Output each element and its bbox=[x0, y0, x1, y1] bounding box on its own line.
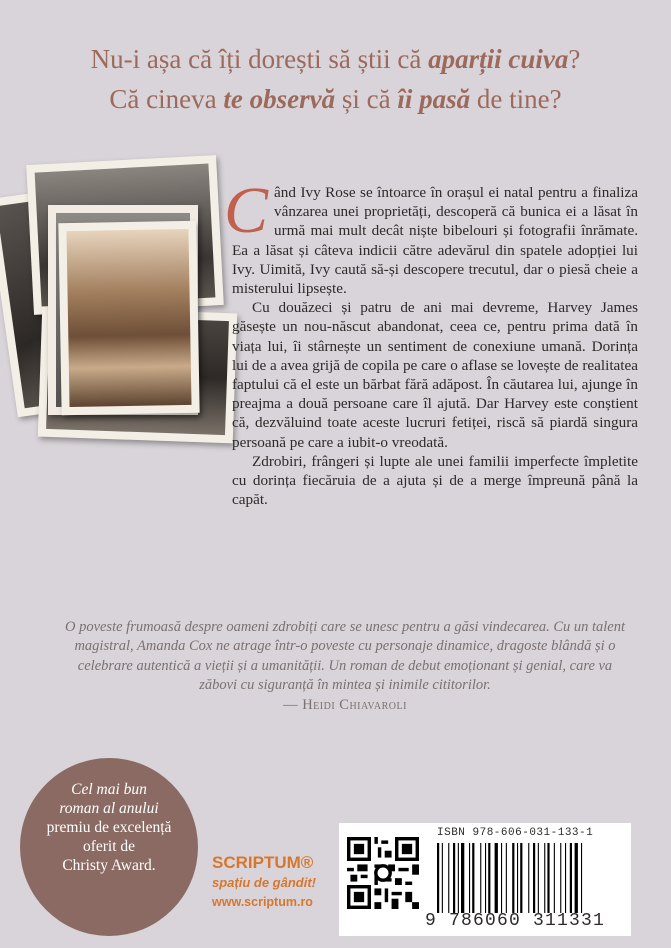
quote-author: — Heidi Chiavaroli bbox=[283, 696, 407, 713]
tagline-line-2 bbox=[0, 80, 671, 118]
tagline-text: de tine? bbox=[470, 84, 562, 114]
vintage-photos-illustration bbox=[0, 150, 250, 480]
tagline-emphasis: te observă bbox=[223, 84, 336, 114]
synopsis-paragraph bbox=[224, 174, 638, 298]
synopsis-text: ând Ivy Rose se întoarce în orașul ei natal pentru a finaliza vânzarea unei proprietăți, descoperă că bunica ei a lăsat în urmă mai mult decât niște bibelouri și fotografii înrămate. Ea a lăsat și câteva indicii către adevărul din spatele adopției lui Ivy. Uimită, Ivy caută să-și descopere trecutul, dar o piesă cheie a misterului lipsește. bbox=[232, 184, 638, 298]
tagline-line-1 bbox=[0, 40, 671, 78]
tagline-text: Nu-i așa că îți dorești să știi că bbox=[90, 44, 429, 74]
publisher-slogan: spațiu de gândit! bbox=[212, 875, 316, 890]
photo-front-sepia-road bbox=[58, 221, 199, 415]
badge-line: roman al anului bbox=[59, 800, 159, 817]
publisher-website: www.scriptum.ro bbox=[212, 895, 313, 909]
tagline-emphasis: îi pasă bbox=[397, 84, 471, 114]
tagline-emphasis: aparții cuiva bbox=[428, 44, 569, 74]
isbn-label: ISBN 978-606-031-133-1 bbox=[437, 827, 594, 839]
dropcap: C bbox=[224, 174, 269, 247]
endorsement-quote bbox=[60, 618, 630, 715]
synopsis bbox=[224, 174, 638, 509]
tagline-text: ? bbox=[568, 44, 581, 74]
tagline-text: Că cineva bbox=[109, 84, 224, 114]
award-badge bbox=[20, 758, 198, 936]
badge-line: oferit de bbox=[82, 838, 136, 855]
barcode-digits: 9 786060 311331 bbox=[425, 911, 606, 931]
barcode-panel bbox=[339, 823, 631, 936]
badge-line: premiu de excelență bbox=[46, 819, 172, 836]
publisher-name: SCRIPTUM® bbox=[212, 853, 314, 872]
synopsis-paragraph: Cu douăzeci și patru de ani mai devreme, Harvey James găsește un nou-născut abandonat, ceea ce, pentru prima dată în viața lui, îi stârnește un sentiment de conexiune umană. Dorința lui de a avea grijă de copila pe care o aflase se lovește de realitatea faptului că el este un bărbat fără adăpost. În căutarea lui, ajunge în preajma a două persoane care îl ajută. Dar Harvey este conștient că, dezvăluind toate aceste lucruri fetiței, riscă să piardă singura persoană pe care a iubit-o vreodată. bbox=[232, 299, 638, 451]
tagline-text: și că bbox=[335, 84, 398, 114]
badge-line: Christy Award. bbox=[62, 857, 156, 874]
quote-text: O poveste frumoasă despre oameni zdrobiți care se unesc pentru a găsi vindecarea. Cu un talent magistral, Amanda Cox ne atrage într-o poveste cu personaje dinamice, dragoste blândă și o celebrare autentică a vieții și a umanității. Un roman de debut emoționant și genial, care va zăbovi cu siguranță în mintea și inimile cititorilor. bbox=[64, 619, 626, 694]
synopsis-paragraph: Zdrobiri, frângeri și lupte ale unei familii imperfecte împletite cu dorința fiecăruia de a ajuta și de a merge împreună până la capăt. bbox=[232, 452, 638, 509]
barcode-icon bbox=[437, 843, 621, 913]
qr-code-icon bbox=[347, 837, 419, 909]
badge-line: Cel mai bun bbox=[71, 781, 147, 798]
publisher-logo bbox=[212, 852, 332, 912]
